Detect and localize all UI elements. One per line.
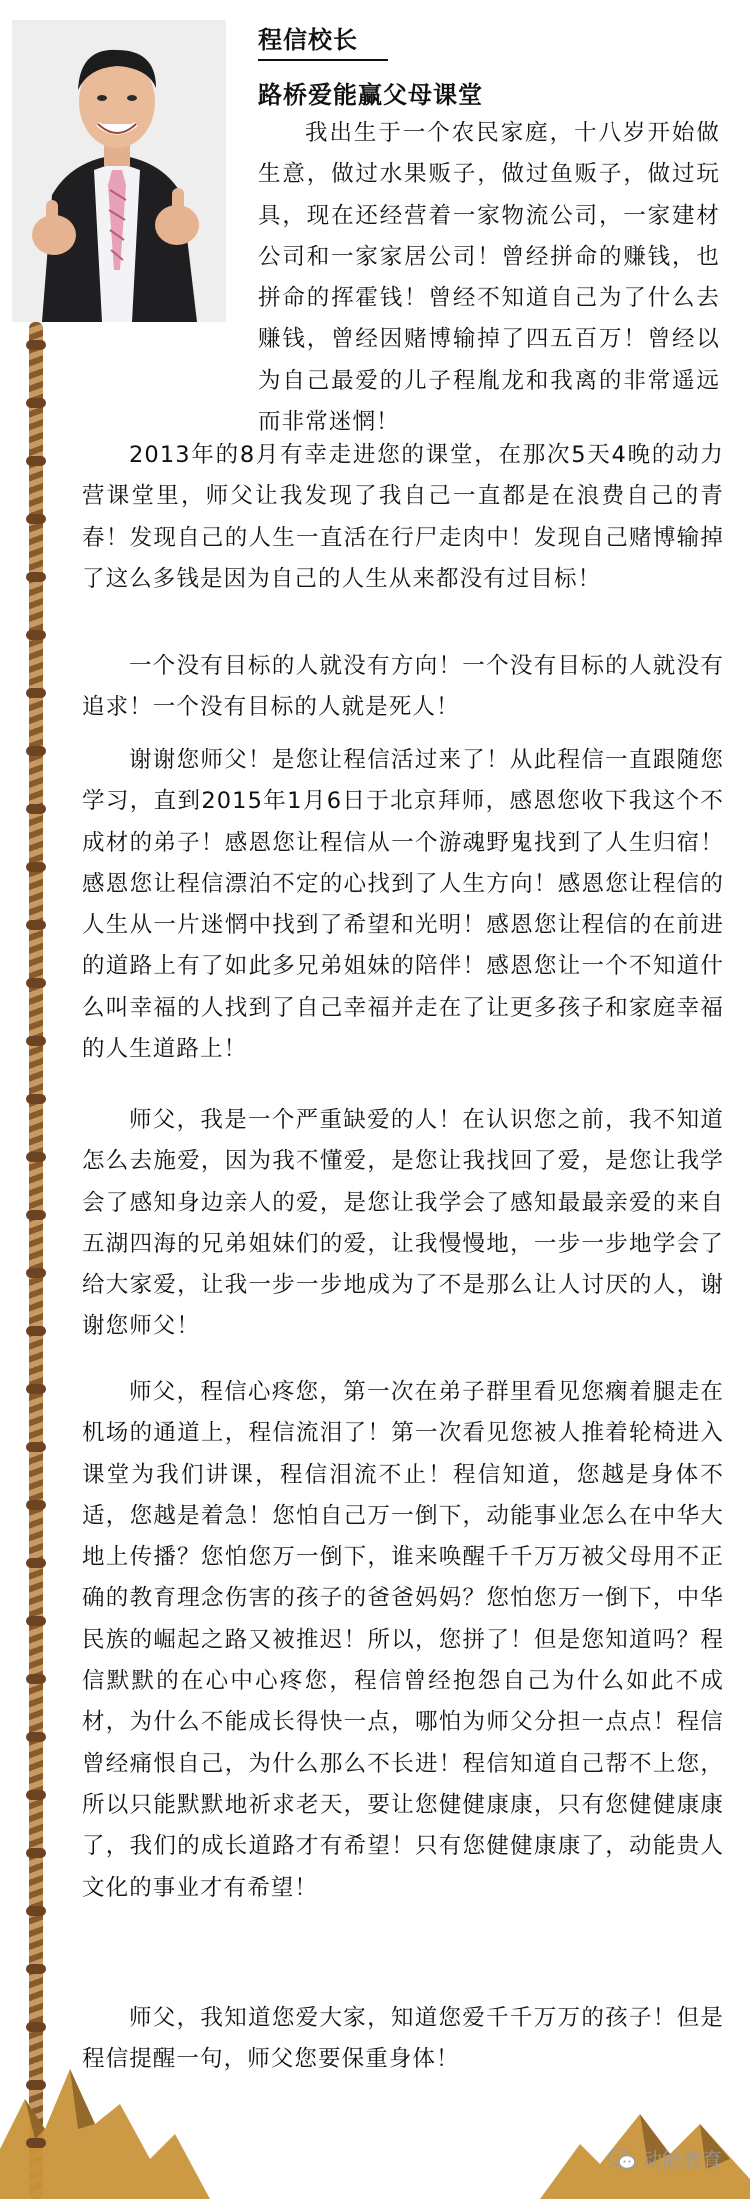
rope-knot bbox=[26, 978, 46, 988]
paragraph-2: 2013年的8月有幸走进您的课堂，在那次5天4晚的动力营课堂里，师父让我发现了我自己一直都是在浪费自己的青春！发现自己的人生一直活在行尸走肉中！发现自己赌博输掉了这么多钱是因为自己的人生从来都没有过目标！ bbox=[82, 442, 724, 592]
rope-knot bbox=[26, 2080, 46, 2090]
rope-knot bbox=[26, 2138, 46, 2148]
rope-knot bbox=[26, 688, 46, 698]
wechat-icon bbox=[608, 2148, 636, 2170]
rope-knot bbox=[26, 862, 46, 872]
rope-divider bbox=[29, 322, 43, 2199]
rope-knot bbox=[26, 920, 46, 930]
course-subtitle: 路桥爱能赢父母课堂 bbox=[258, 81, 483, 109]
paragraph-5: 师父，我是一个严重缺爱的人！在认识您之前，我不知道怎么去施爱，因为我不懂爱，是您让我找回了爱，是您让我学会了感知身边亲人的爱，是您让我学会了感知最最亲爱的来自五湖四海的兄弟姐妹们的爱，让我慢慢地，一步一步地学会了给大家爱，让我一步一步地成为了不是那么让人讨厌的人，谢谢您师父！ bbox=[82, 1107, 724, 1340]
rope-knot bbox=[26, 630, 46, 640]
portrait-illustration bbox=[12, 20, 226, 322]
heading-block bbox=[258, 20, 483, 110]
mountain-decoration bbox=[0, 2029, 750, 2199]
rope-knot bbox=[26, 1384, 46, 1394]
name-underline bbox=[258, 59, 388, 61]
portrait-photo bbox=[12, 20, 226, 322]
brand-name: 动能教育 bbox=[642, 2148, 722, 2172]
rope-knot bbox=[26, 746, 46, 756]
rope-knot bbox=[26, 1732, 46, 1742]
rope-knot bbox=[26, 514, 46, 524]
rope-knot bbox=[26, 1152, 46, 1162]
paragraph-3: 一个没有目标的人就没有方向！一个没有目标的人就没有追求！一个没有目标的人就是死人！ bbox=[82, 653, 724, 721]
rope-knot bbox=[26, 1964, 46, 1974]
rope-knot bbox=[26, 1268, 46, 1278]
rope-knot bbox=[26, 456, 46, 466]
rope-knot bbox=[26, 1500, 46, 1510]
rope-knot bbox=[26, 340, 46, 350]
rope-knot bbox=[26, 1442, 46, 1452]
rope-knot bbox=[26, 1616, 46, 1626]
paragraph-6: 师父，程信心疼您，第一次在弟子群里看见您瘸着腿走在 机场的通道上，程信流泪了！第一次看见您被人推着轮椅进入课堂为我们讲课，程信泪流不止！程信知道，您越是身体不适，您越是着急！您怕自己万一倒下，动能事业怎么在中华大地上传播？您怕您万一倒下，谁来唤醒千千万万被父母用不正确的教育理念伤害的孩子的爸爸妈妈？您怕您万一倒下，中华民族的崛起之路又被推迟！所以，您拼了！但是您知道吗？程信默默的在心中心疼您，程信曾经抱怨自己为什么如此不成材，为什么不能成长得快一点，哪怕为师父分担一点点！程信曾经痛恨自己，为什么那么不长进！程信知道自己帮不上您，所以只能默默地祈求老天，要让您健健康康，只有您健健康康了，我们的成长道路才有希望！只有您健健康康了，动能贵人文化的事业才有希望！ bbox=[82, 1379, 724, 1901]
author-name: 程信校长 bbox=[258, 26, 358, 54]
rope-knot bbox=[26, 572, 46, 582]
rope-knot bbox=[26, 1674, 46, 1684]
rope-knot bbox=[26, 804, 46, 814]
paragraph-1: 我出生于一个农民家庭，十八岁开始做生意，做过水果贩子，做过鱼贩子，做过玩具，现在还经营着一家物流公司，一家建材公司和一家家居公司！曾经拼命的赚钱，也拼命的挥霍钱！曾经不知道自己为了什么去赚钱，曾经因赌博输掉了四五百万！曾经以为自己最爱的儿子程胤龙和我离的非常遥远而非常迷惘！ bbox=[258, 120, 720, 436]
rope-knot bbox=[26, 1848, 46, 1858]
rope-knot bbox=[26, 1790, 46, 1800]
paragraph-4: 谢谢您师父！是您让程信活过来了！从此程信一直跟随您学习，直到2015年1月6日于北京拜师，感恩您收下我这个不成材的弟子！感恩您让程信从一个游魂野鬼找到了人生归宿！感恩您让程信漂泊不定的心找到了人生方向！感恩您让程信的人生从一片迷惘中找到了希望和光明！感恩您让程信的在前进的道路上有了如此多兄弟姐妹的陪伴！感恩您让一个不知道什么叫幸福的人找到了自己幸福并走在了让更多孩子和家庭幸福的人生道路上！ bbox=[82, 747, 724, 1063]
rope-knot bbox=[26, 1210, 46, 1220]
rope-knot bbox=[26, 398, 46, 408]
rope-knot bbox=[26, 1906, 46, 1916]
rope-knot bbox=[26, 1326, 46, 1336]
rope-knot bbox=[26, 2022, 46, 2032]
rope-knot bbox=[26, 1036, 46, 1046]
rope-knot bbox=[26, 1558, 46, 1568]
paragraph-7: 师父，我知道您爱大家，知道您爱千千万万的孩子！但是程信提醒一句，师父您要保重身体！ bbox=[82, 2005, 724, 2073]
rope-knot bbox=[26, 1094, 46, 1104]
brand-logo bbox=[608, 2144, 722, 2173]
